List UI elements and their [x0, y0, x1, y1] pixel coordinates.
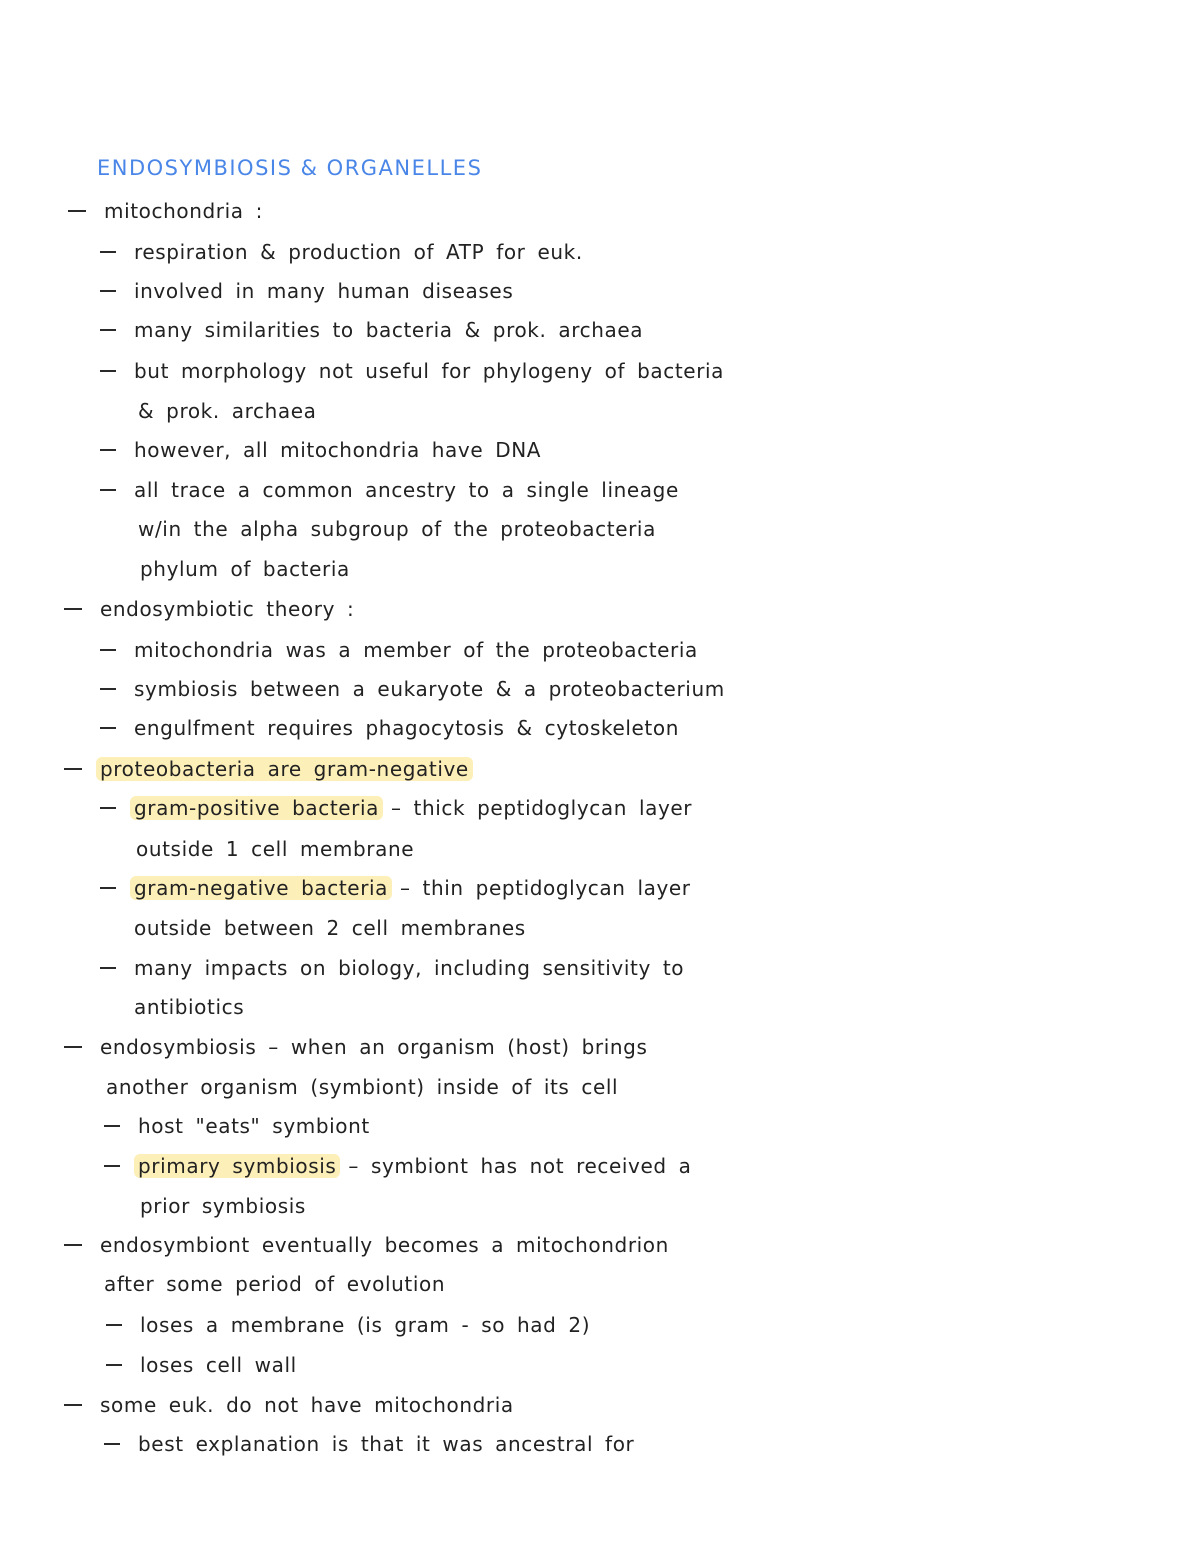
note-line — [100, 794, 692, 822]
bullet-dash-icon — [100, 251, 116, 253]
note-text: – thick peptidoglycan layer — [379, 796, 693, 820]
bullet-dash-icon — [100, 807, 116, 809]
bullet-dash-icon — [64, 768, 82, 770]
note-text: mitochondria was a member of the proteobacteria — [134, 638, 698, 662]
bullet-dash-icon — [100, 370, 116, 372]
bullet-dash-icon — [100, 329, 116, 331]
note-line — [100, 277, 513, 305]
bullet-dash-icon — [100, 489, 116, 491]
bullet-dash-icon — [104, 1443, 120, 1445]
note-line — [64, 1033, 647, 1061]
note-text: outside between 2 cell membranes — [134, 916, 526, 940]
note-text: symbiosis between a eukaryote & a proteobacterium — [134, 677, 725, 701]
note-line — [138, 397, 317, 425]
bullet-dash-icon — [100, 449, 116, 451]
note-line — [100, 238, 583, 266]
note-text: w/in the alpha subgroup of the proteobacteria — [138, 517, 656, 541]
highlighted-text: primary symbiosis — [134, 1154, 340, 1178]
bullet-dash-icon — [100, 967, 116, 969]
note-text: but morphology not useful for phylogeny of bacteria — [134, 359, 725, 383]
note-text: all trace a common ancestry to a single lineage — [134, 478, 679, 502]
note-text: mitochondria : — [104, 199, 263, 223]
note-text: respiration & production of ATP for euk. — [134, 240, 583, 264]
note-line — [100, 357, 724, 385]
note-text: many similarities to bacteria & prok. archaea — [134, 318, 644, 342]
note-text: prior symbiosis — [140, 1194, 306, 1218]
highlighted-text: proteobacteria are gram-negative — [96, 757, 473, 781]
cut-off-text-line — [130, 1468, 670, 1480]
bullet-dash-icon — [100, 887, 116, 889]
note-text: antibiotics — [134, 995, 245, 1019]
note-line — [104, 1112, 370, 1140]
bullet-dash-icon — [104, 1165, 120, 1167]
note-line — [100, 476, 679, 504]
note-line — [100, 675, 725, 703]
page-title: ENDOSYMBIOSIS & ORGANELLES — [97, 156, 483, 180]
note-line — [64, 595, 354, 623]
note-line — [100, 954, 684, 982]
note-line — [100, 316, 643, 344]
note-text: some euk. do not have mitochondria — [100, 1393, 514, 1417]
note-text: after some period of evolution — [104, 1272, 446, 1296]
highlighted-text: gram-positive bacteria — [130, 796, 383, 820]
bullet-dash-icon — [106, 1324, 122, 1326]
note-line — [136, 835, 414, 863]
note-line — [140, 1192, 306, 1220]
note-line — [134, 993, 244, 1021]
note-line — [100, 636, 698, 664]
note-text: best explanation is that it was ancestral for — [138, 1432, 635, 1456]
bullet-dash-icon — [64, 1244, 82, 1246]
note-text: endosymbiont eventually becomes a mitochondrion — [100, 1233, 669, 1257]
note-text: phylum of bacteria — [140, 557, 350, 581]
note-text: – thin peptidoglycan layer — [388, 876, 691, 900]
bullet-dash-icon — [106, 1364, 122, 1366]
note-text: many impacts on biology, including sensitivity to — [134, 956, 685, 980]
bullet-dash-icon — [100, 649, 116, 651]
note-line — [106, 1073, 618, 1101]
note-line — [106, 1351, 297, 1379]
note-line — [104, 1430, 634, 1458]
note-text: outside 1 cell membrane — [136, 837, 415, 861]
note-line — [140, 555, 350, 583]
note-text: however, all mitochondria have DNA — [134, 438, 542, 462]
note-text: engulfment requires phagocytosis & cytoskeleton — [134, 716, 679, 740]
note-line — [68, 197, 263, 225]
note-text: endosymbiosis – when an organism (host) brings — [100, 1035, 648, 1059]
highlighted-text: gram-negative bacteria — [130, 876, 392, 900]
bullet-dash-icon — [64, 1046, 82, 1048]
note-line — [64, 755, 469, 783]
note-line — [104, 1152, 691, 1180]
bullet-dash-icon — [100, 727, 116, 729]
bullet-dash-icon — [100, 688, 116, 690]
note-line — [106, 1311, 590, 1339]
bullet-dash-icon — [68, 210, 86, 212]
note-text: involved in many human diseases — [134, 279, 514, 303]
note-text: host "eats" symbiont — [138, 1114, 370, 1138]
note-text: loses a membrane (is gram - so had 2) — [140, 1313, 591, 1337]
note-line — [64, 1231, 669, 1259]
note-line — [64, 1391, 514, 1419]
note-text: endosymbiotic theory : — [100, 597, 355, 621]
note-line — [100, 436, 541, 464]
note-line — [100, 714, 679, 742]
note-text: & prok. archaea — [138, 399, 317, 423]
bullet-dash-icon — [64, 608, 82, 610]
note-text: – symbiont has not received a — [336, 1154, 692, 1178]
note-line — [104, 1270, 445, 1298]
note-line — [134, 914, 526, 942]
bullet-dash-icon — [104, 1125, 120, 1127]
bullet-dash-icon — [64, 1404, 82, 1406]
note-line — [100, 874, 691, 902]
bullet-dash-icon — [100, 290, 116, 292]
note-line — [138, 515, 656, 543]
note-text: another organism (symbiont) inside of its cell — [106, 1075, 619, 1099]
note-text: loses cell wall — [140, 1353, 297, 1377]
